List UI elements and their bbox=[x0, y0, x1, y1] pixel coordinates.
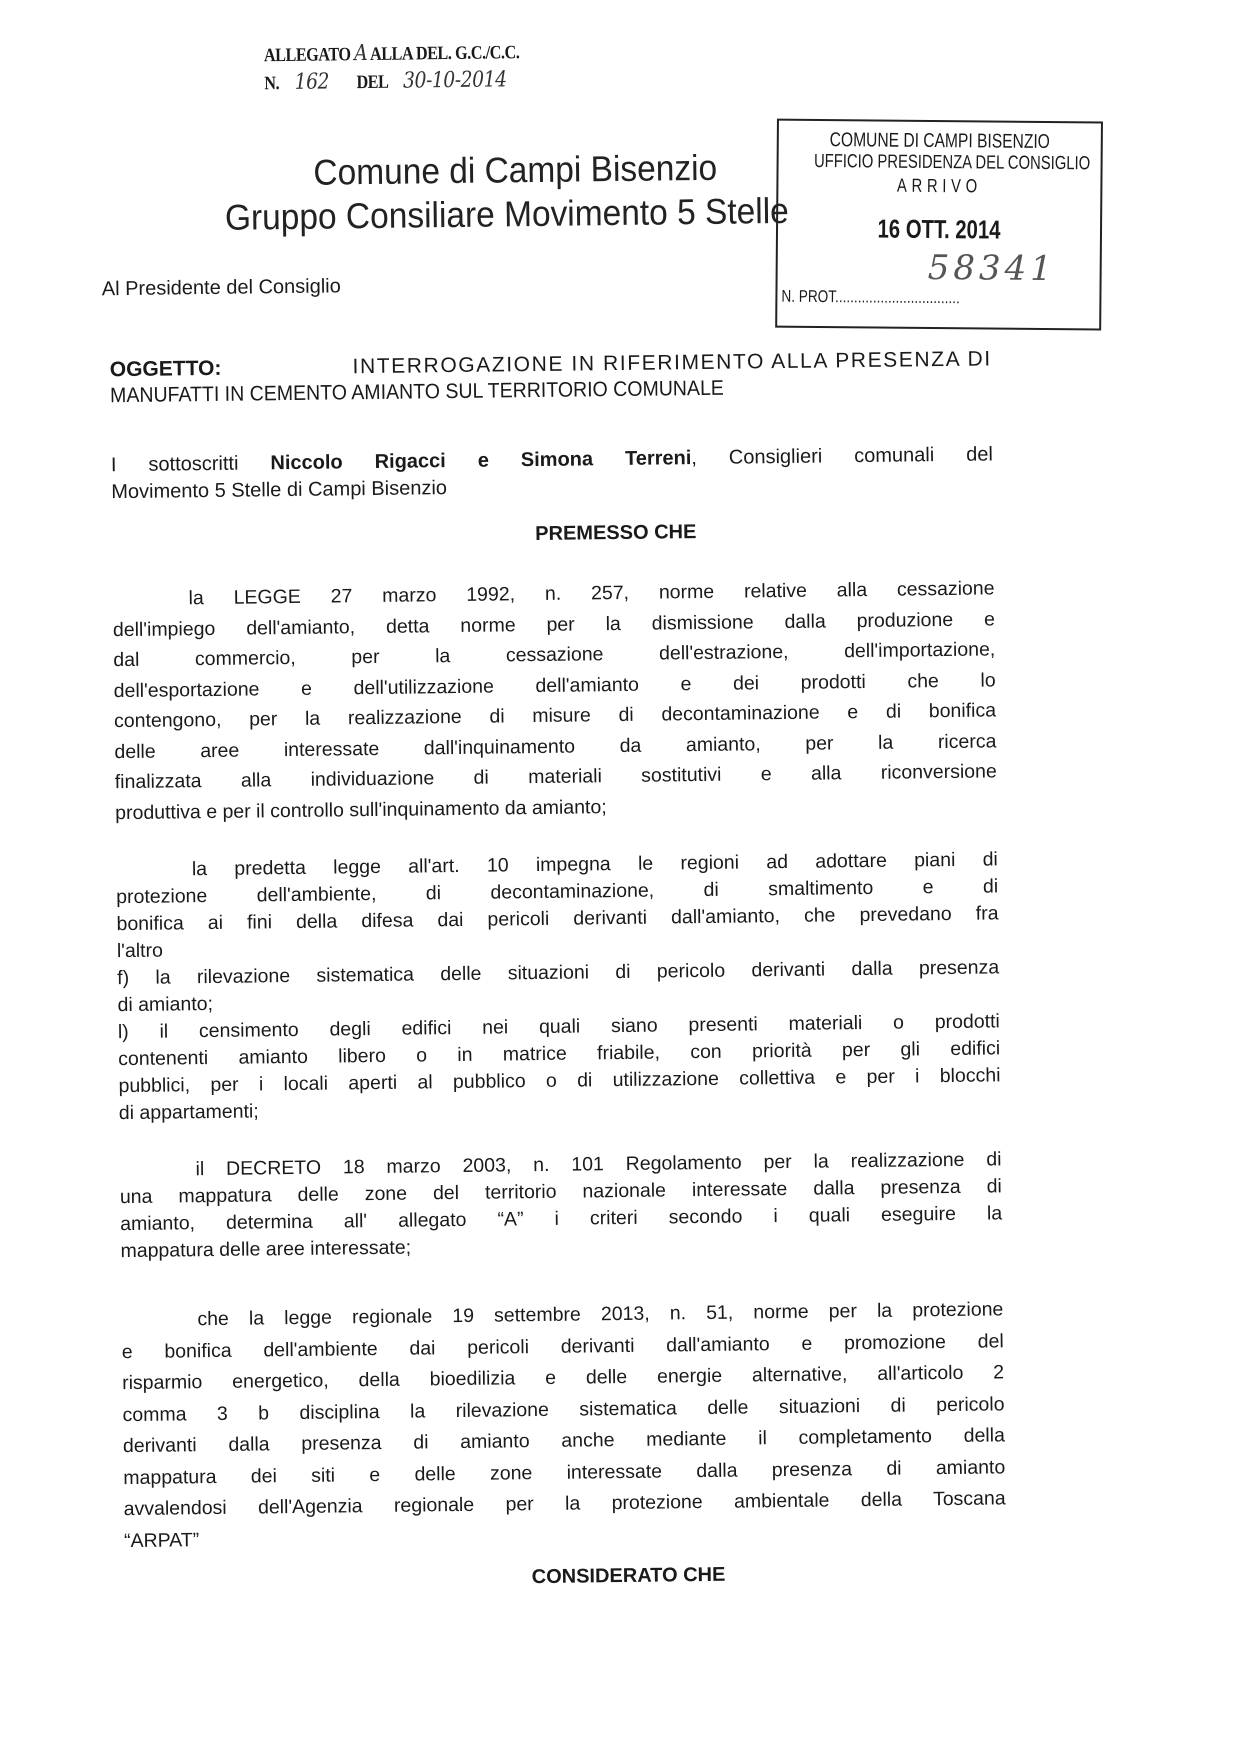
paragraph-decreto-101 bbox=[119, 1146, 1002, 1265]
paragraph-line: mappatura delle aree interessate; bbox=[120, 1236, 412, 1263]
stamp-prot-label: N. PROT. bbox=[781, 286, 839, 307]
paragraph-line: che la legge regionale 19 settembre 2013, n. 51, norme per la protezione bbox=[197, 1298, 1004, 1331]
paragraph-line: la LEGGE 27 marzo 1992, n. 257, norme relative alla cessazione bbox=[188, 577, 995, 610]
paragraph-line: dell'esportazione e dell'utilizzazione dell'amianto e dei prodotti che lo bbox=[113, 668, 996, 702]
paragraph-line: bonifica ai fini della difesa dai pericoli derivanti dall'amianto, che prevedano fra bbox=[116, 902, 999, 936]
paragraph-art-10 bbox=[116, 846, 1001, 1127]
subject-label: OGGETTO: bbox=[109, 356, 222, 382]
paragraph-line: l'altro bbox=[116, 939, 164, 963]
subject-line2: MANUFATTI IN CEMENTO AMIANTO SUL TERRITORIO COMUNALE bbox=[109, 376, 725, 408]
paragraph-line: contengono, per la realizzazione di misure di decontaminazione e di bonifica bbox=[113, 699, 997, 733]
allegato-line bbox=[264, 39, 520, 67]
paragraph-line: delle aree interessate dall'inquinamento da amianto, per la ricerca bbox=[114, 729, 997, 763]
premesso-heading: PREMESSO CHE bbox=[535, 521, 697, 546]
recipient: Al Presidente del Consiglio bbox=[101, 275, 341, 301]
stamp-prot bbox=[781, 287, 960, 309]
paragraph-line: la predetta legge all'art. 10 impegna le regioni ad adottare piani di bbox=[191, 848, 998, 881]
delibera-number-line bbox=[264, 67, 507, 95]
paragraph-line: mappatura dei siti e delle zone interessate dalla presenza di amianto bbox=[123, 1455, 1006, 1489]
paragraph-line: amianto, determina all' allegato “A” i criteri secondo i quali eseguire la bbox=[120, 1202, 1003, 1236]
paragraph-line: di amianto; bbox=[117, 992, 214, 1017]
paragraph-line: “ARPAT” bbox=[123, 1528, 200, 1552]
subject-line1 bbox=[110, 347, 992, 382]
alla-del-label: ALLA DEL. G.C./C.C. bbox=[369, 42, 520, 65]
paragraph-line: produttiva e per il controllo sull'inquinamento da amianto; bbox=[115, 795, 607, 824]
n-value: 162 bbox=[294, 69, 330, 95]
del-label: DEL bbox=[356, 71, 388, 94]
paragraph-line: una mappatura delle zone del territorio nazionale interessate dalla presenza di bbox=[119, 1175, 1002, 1209]
intro-line1 bbox=[111, 443, 993, 477]
paragraph-line: pubblici, per i locali aperti al pubblico o di utilizzazione collettiva e per i blocchi bbox=[118, 1064, 1001, 1098]
title-gruppo: Gruppo Consiliare Movimento 5 Stelle bbox=[224, 189, 789, 238]
intro-suffix: , Consiglieri comunali del bbox=[691, 443, 994, 470]
arrival-stamp bbox=[775, 119, 1103, 331]
stamp-line2: UFFICIO PRESIDENZA DEL CONSIGLIO bbox=[813, 150, 1091, 175]
paragraph-line: protezione dell'ambiente, di decontaminazione, di smaltimento e di bbox=[116, 875, 999, 909]
paragraph-line: dal commercio, per la cessazione dell'estrazione, dell'importazione, bbox=[113, 638, 996, 672]
date-value: 30-10-2014 bbox=[402, 67, 507, 94]
paragraph-legge-regionale bbox=[121, 1294, 1006, 1557]
paragraph-line: di appartamenti; bbox=[118, 1100, 259, 1125]
paragraph-legge-257 bbox=[112, 573, 997, 828]
intro-prefix: I sottoscritti bbox=[110, 452, 271, 477]
paragraph-line: il DECRETO 18 marzo 2003, n. 101 Regolamento per la realizzazione di bbox=[195, 1148, 1002, 1181]
paragraph-line: e bonifica dell'ambiente dai pericoli derivanti dall'amianto e promozione del bbox=[121, 1329, 1004, 1363]
allegato-label: ALLEGATO bbox=[263, 44, 351, 67]
intro-line2: Movimento 5 Stelle di Campi Bisenzio bbox=[111, 477, 448, 504]
stamp-prot-number: 58341 bbox=[927, 247, 1057, 290]
paragraph-line: comma 3 b disciplina la rilevazione sistematica delle situazioni di pericolo bbox=[122, 1392, 1005, 1426]
allegato-letter: A bbox=[354, 41, 368, 67]
intro-names: Niccolo Rigacci e Simona Terreni bbox=[270, 447, 692, 475]
paragraph-line: risparmio energetico, della bioedilizia e delle energie alternative, all'articolo 2 bbox=[122, 1361, 1005, 1395]
title-comune: Comune di Campi Bisenzio bbox=[313, 146, 718, 193]
paragraph-line: avvalendosi dell'Agenzia regionale per la protezione ambientale della Toscana bbox=[123, 1487, 1006, 1521]
paragraph-line: finalizzata alla individuazione di materiali sostitutivi e alla riconversione bbox=[114, 760, 997, 794]
n-label: N. bbox=[264, 73, 280, 95]
paragraph-line: derivanti dalla presenza di amianto anche mediante il completamento della bbox=[122, 1424, 1005, 1458]
subject-text1: INTERROGAZIONE IN RIFERIMENTO ALLA PRESENZA DI bbox=[352, 347, 992, 379]
stamp-prot-dots: ................................ bbox=[838, 287, 960, 308]
stamp-arrivo: ARRIVO bbox=[896, 175, 982, 198]
paragraph-line: l) il censimento degli edifici nei quali siano presenti materiali o prodotti bbox=[117, 1010, 1000, 1044]
paragraph-line: dell'impiego dell'amianto, detta norme per la dismissione dalla produzione e bbox=[112, 607, 996, 641]
paragraph-line: contenenti amianto libero o in matrice friabile, con priorità per gli edifici bbox=[118, 1037, 1001, 1071]
considerato-heading: CONSIDERATO CHE bbox=[531, 1563, 726, 1589]
paragraph-line: f) la rilevazione sistematica delle situazioni di pericolo derivanti dalla presenza bbox=[117, 956, 1000, 990]
stamp-date: 16 OTT. 2014 bbox=[877, 213, 1001, 245]
stamp-line1: COMUNE DI CAMPI BISENZIO bbox=[829, 129, 1050, 154]
